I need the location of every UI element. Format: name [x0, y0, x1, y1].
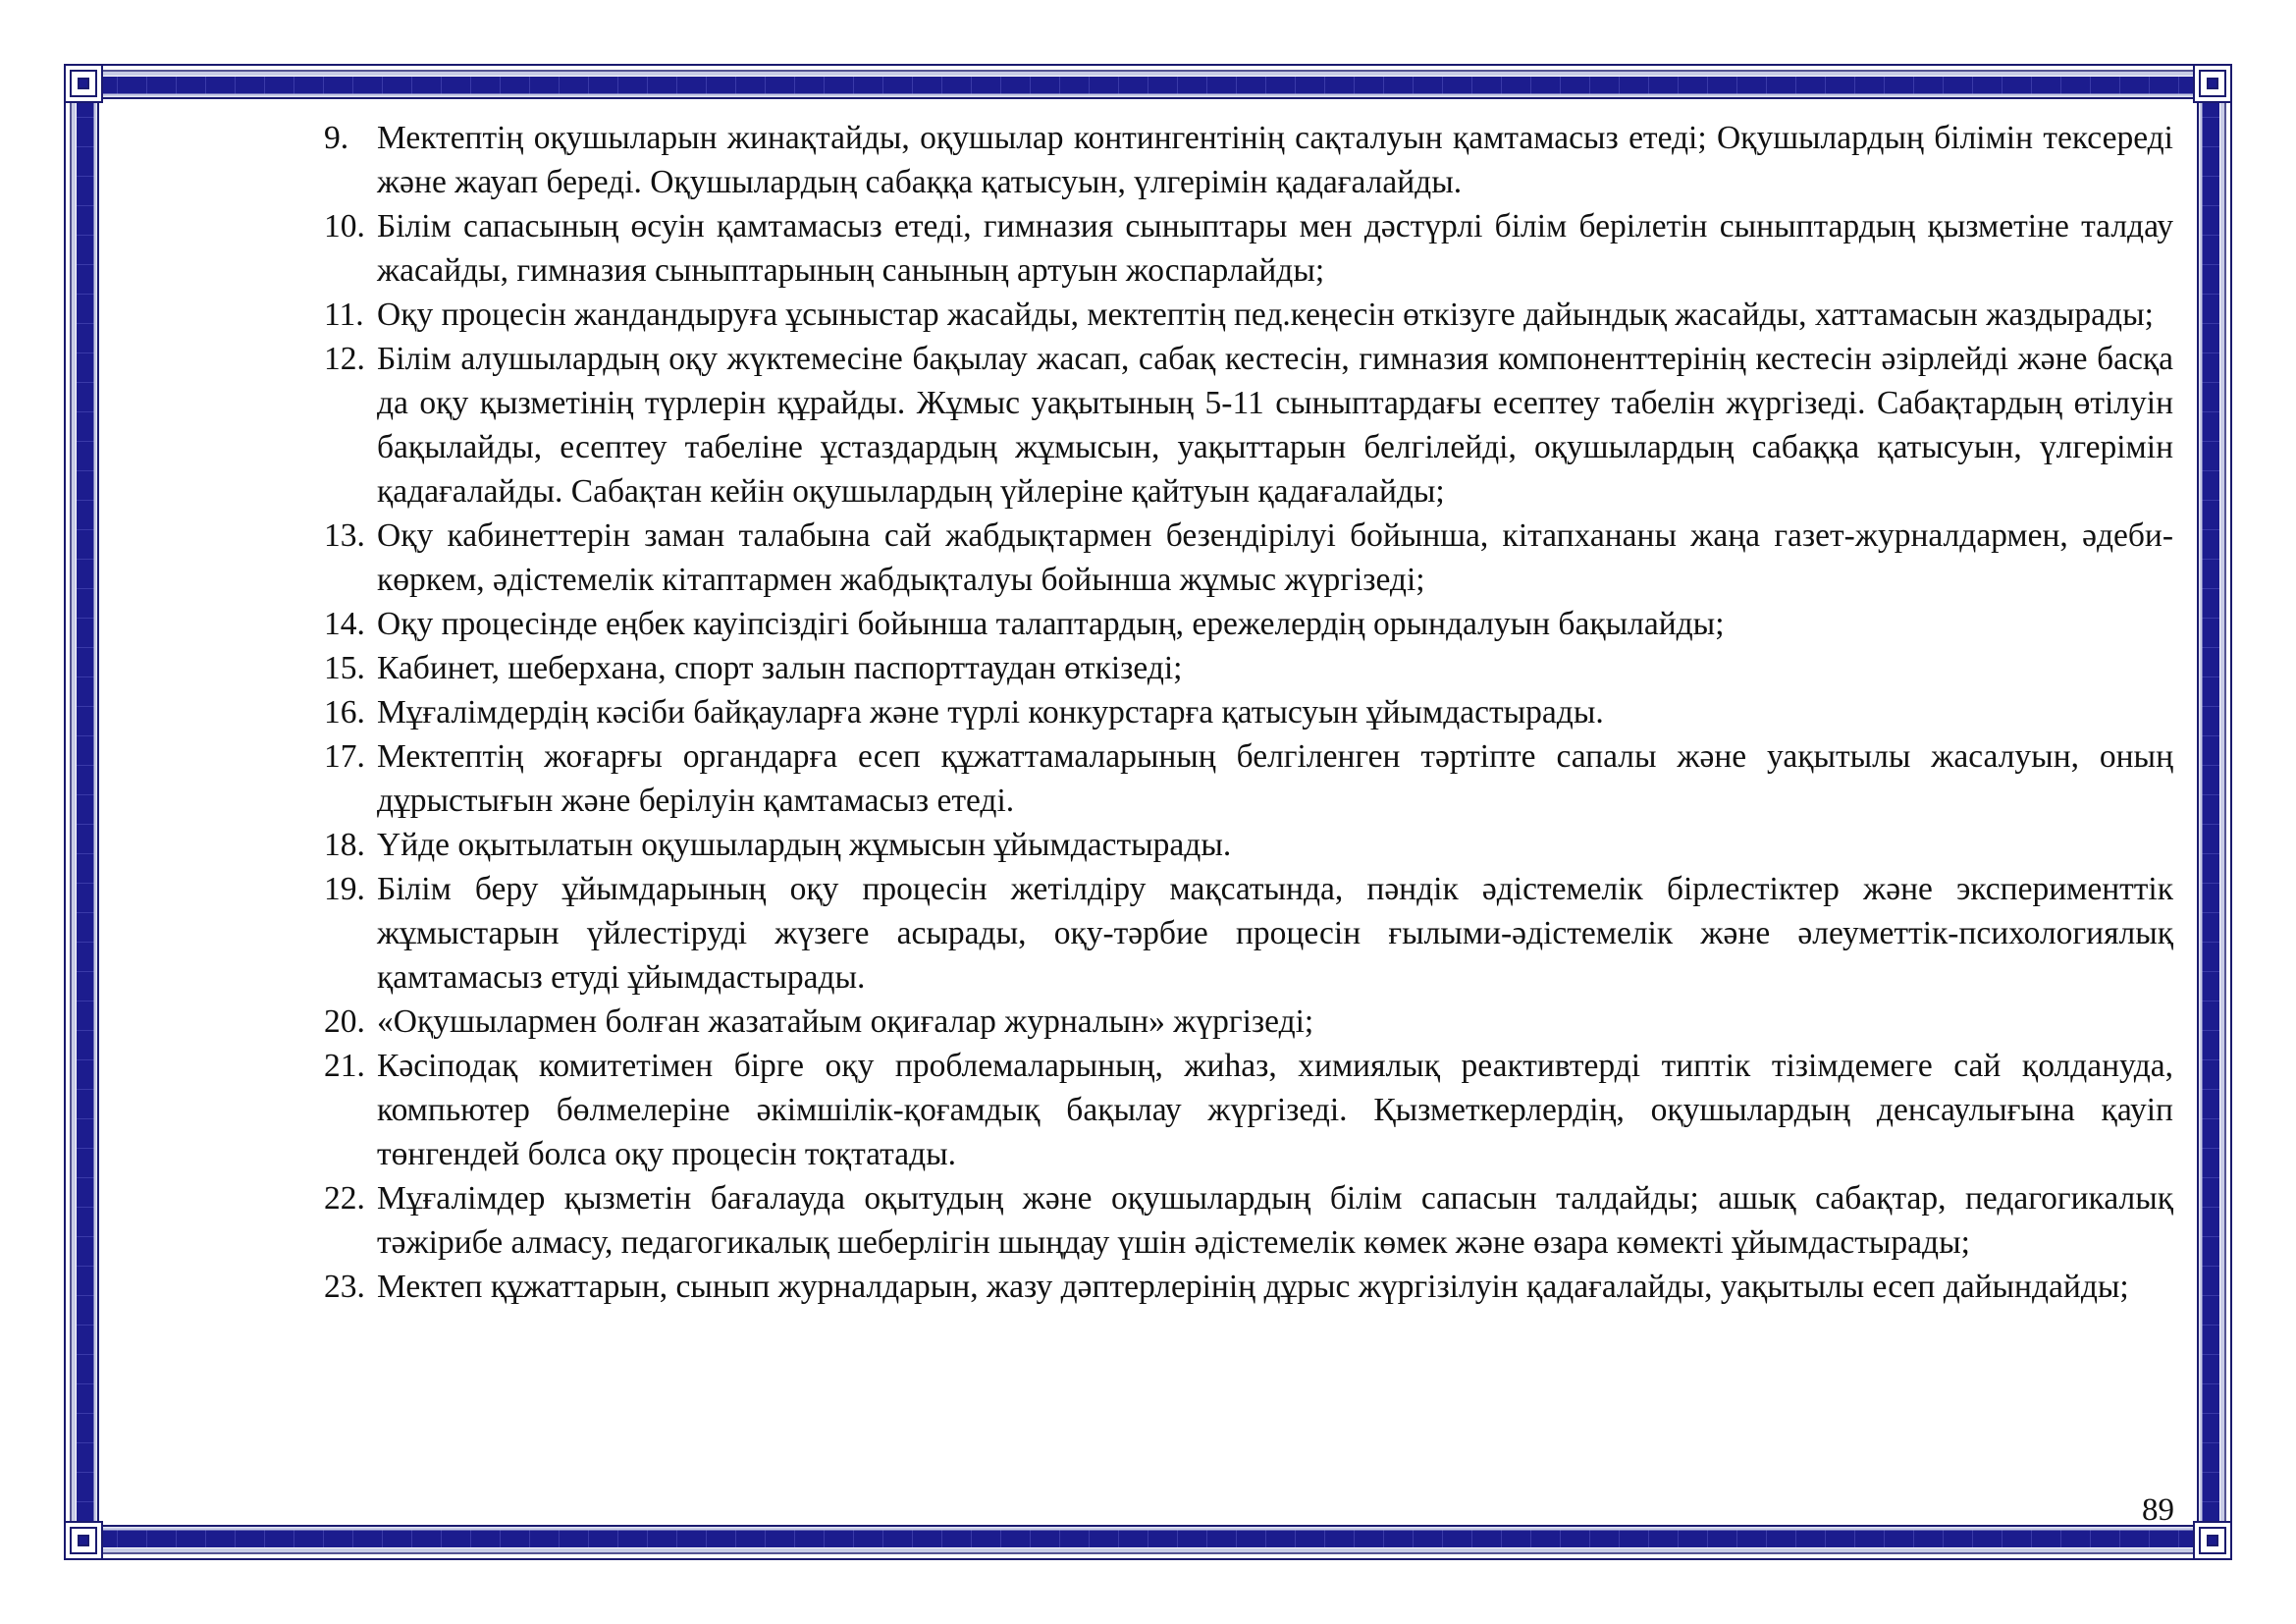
list-item — [324, 646, 2173, 690]
item-number: 22. — [324, 1180, 365, 1217]
item-text: Білім беру ұйымдарының оқу процесін жетілдіру мақсатында, пәндік әдістемелік бірлестіктер және эксперименттік жұмыстарын үйлестіруді жүзеге асырады, оқу-тәрбие процесін ғылыми-әдістемелік және әлеуметтік-психологиялық қамтамасыз етуді ұйымдастырады. — [377, 871, 2173, 996]
item-text: Оқу кабинеттерін заман талабына сай жабдықтармен безендірілуі бойынша, кітапхананы жаңа газет-журналдармен, әдеби- көркем, әдістемелік кітаптармен жабдықталуы бойынша жұмыс жүргізеді; — [377, 517, 2173, 598]
item-text: Кабинет, шеберхана, спорт залын паспорттаудан өткізеді; — [377, 650, 1183, 686]
item-number: 9. — [324, 120, 349, 156]
numbered-list — [324, 116, 2173, 1309]
list-item — [324, 204, 2173, 293]
item-text: Мектептің жоғарғы органдарға есеп құжаттамаларының белгіленген тәртіпте сапалы және уақытылы жасалуын, оның дұрыстығын және берілуін қамтамасыз етеді. — [377, 738, 2173, 819]
item-number: 21. — [324, 1048, 365, 1084]
item-text: Мұғалімдердің кәсіби байқауларға және түрлі конкурстарға қатысуын ұйымдастырады. — [377, 694, 1604, 731]
item-text: Оқу процесінде еңбек кауіпсіздігі бойынша талаптардың, ережелердің орындалуын бақылайды; — [377, 606, 1725, 642]
list-item — [324, 337, 2173, 514]
list-item — [324, 116, 2173, 204]
item-number: 14. — [324, 606, 365, 642]
list-item — [324, 1000, 2173, 1044]
item-text: Мектептің оқушыларын жинақтайды, оқушылар контингентінің сақталуын қамтамасыз етеді; Оқушылардың білімін тексереді және жауап береді. Оқушылардың сабаққа қатысуын, үлгерімін қадағалайды. — [377, 120, 2173, 200]
item-text: Білім сапасының өсуін қамтамасыз етеді, гимназия сыныптары мен дәстүрлі білім берілетін сыныптардың қызметіне талдау жасайды, гимназия сыныптарының санының артуын жоспарлайды; — [377, 208, 2173, 289]
item-number: 18. — [324, 827, 365, 863]
item-number: 10. — [324, 208, 365, 244]
item-number: 19. — [324, 871, 365, 907]
item-text: Білім алушылардың оқу жүктемесіне бақылау жасап, сабақ кестесін, гимназия компоненттерінің кестесін әзірлейді және басқа да оқу қызметінің түрлерін құрайды. Жұмыс уақытының 5-11 сыныптардағы есептеу табелін жүргізеді. Сабақтардың өтілуін бақылайды, есептеу табеліне ұстаздардың жұмысын, уақыттарын белгілейді, оқушылардың сабаққа қатысуын, үлгерімін қадағалайды. Сабақтан кейін оқушылардың үйлеріне қайтуын қадағалайды; — [377, 341, 2173, 510]
list-item — [324, 514, 2173, 602]
page-number-text: 89 — [2142, 1492, 2174, 1528]
list-item — [324, 690, 2173, 734]
corner-ornament-top-right — [2194, 65, 2231, 102]
item-text: Мектеп құжаттарын, сынып журналдарын, жазу дәптерлерінің дұрыс жүргізілуін қадағалайды, уақытылы есеп дайындайды; — [377, 1269, 2129, 1305]
list-item — [324, 602, 2173, 646]
list-item — [324, 823, 2173, 867]
list-item — [324, 867, 2173, 1000]
item-number: 13. — [324, 517, 365, 554]
corner-ornament-top-left — [65, 65, 102, 102]
list-item — [324, 1265, 2173, 1309]
list-item — [324, 293, 2173, 337]
item-text: «Оқушылармен болған жазатайым оқиғалар журналын» жүргізеді; — [377, 1003, 1314, 1040]
item-number: 23. — [324, 1269, 365, 1305]
item-number: 11. — [324, 297, 364, 333]
corner-ornament-bottom-right — [2194, 1522, 2231, 1559]
item-number: 12. — [324, 341, 365, 377]
list-item — [324, 1176, 2173, 1265]
page-number — [2125, 1489, 2174, 1528]
item-text: Үйде оқытылатын оқушылардың жұмысын ұйымдастырады. — [377, 827, 1232, 863]
item-number: 20. — [324, 1003, 365, 1040]
item-text: Оқу процесін жандандыруға ұсыныстар жасайды, мектептің пед.кеңесін өткізуге дайындық жасайды, хаттамасын жаздырады; — [377, 297, 2154, 333]
item-number: 17. — [324, 738, 365, 775]
item-text: Мұғалімдер қызметін бағалауда оқытудың және оқушылардың білім сапасын талдайды; ашық сабақтар, педагогикалық тәжірибе алмасу, педагогикалық шеберлігін шыңдау үшін әдістемелік көмек және өзара көмекті ұйымдастырады; — [377, 1180, 2173, 1261]
item-text: Кәсіподақ комитетімен бірге оқу проблемаларының, жиһаз, химиялық реактивтерді типтік тізімдемеге сай қолдануда, компьютер бөлмелеріне әкімшілік-қоғамдық бақылау жүргізеді. Қызметкерлердің, оқушылардың денсаулығына қауіп төнгендей болса оқу процесін тоқтатады. — [377, 1048, 2173, 1172]
list-item — [324, 1044, 2173, 1176]
item-number: 15. — [324, 650, 365, 686]
list-item — [324, 734, 2173, 823]
item-number: 16. — [324, 694, 365, 731]
corner-ornament-bottom-left — [65, 1522, 102, 1559]
